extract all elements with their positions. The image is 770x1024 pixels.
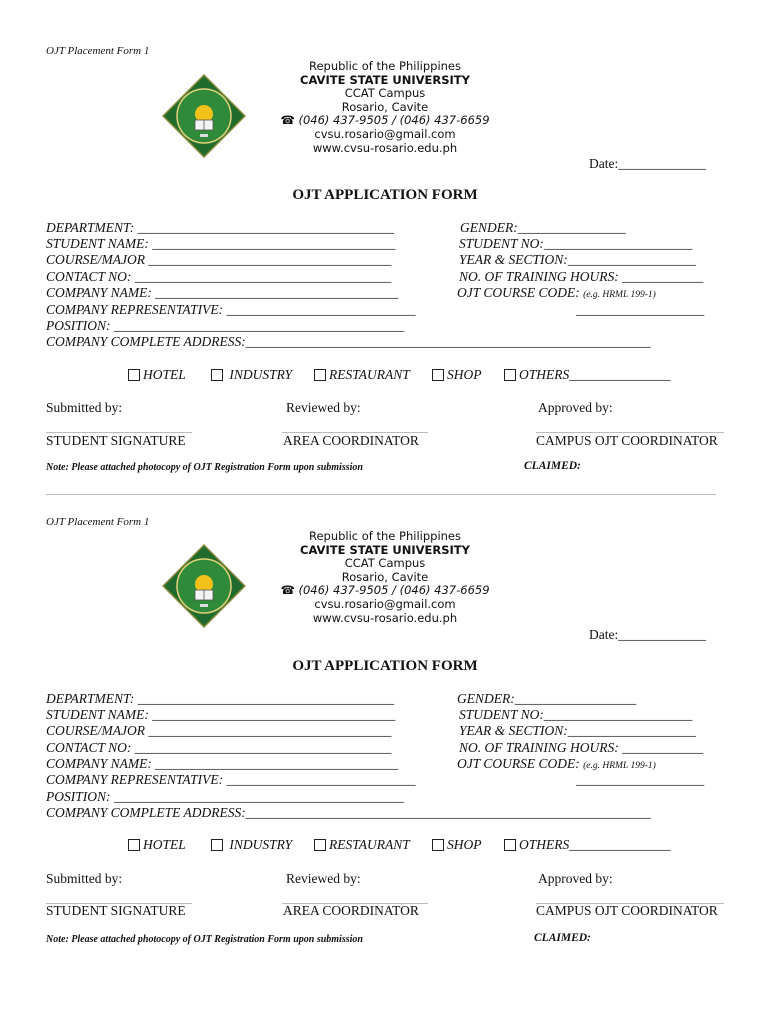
industry-option[interactable]: INDUSTRY xyxy=(211,367,292,383)
training-hours-field[interactable]: NO. OF TRAINING HOURS: ____________ xyxy=(459,269,704,284)
date-field[interactable]: Date:_____________ xyxy=(589,156,706,171)
shop-option[interactable]: SHOP xyxy=(432,837,482,853)
student-no-field[interactable]: STUDENT NO:______________________ xyxy=(459,236,693,251)
student-signature-label: STUDENT SIGNATURE xyxy=(46,903,186,918)
letterhead xyxy=(255,530,515,625)
course-major-field[interactable]: COURSE/MAJOR ____________________________________ xyxy=(46,252,392,267)
restaurant-checkbox[interactable] xyxy=(314,839,326,851)
phone-numbers: (046) 437-9505 / (046) 437-6659 xyxy=(298,583,490,598)
republic-text: Republic of the Philippines xyxy=(308,59,462,73)
course-code-line[interactable]: ___________________ xyxy=(576,302,705,317)
submitted-by-label: Submitted by: xyxy=(46,400,123,415)
website-text: www.cvsu-rosario.edu.ph xyxy=(312,610,458,625)
company-name-field[interactable]: COMPANY NAME: ____________________________________ xyxy=(46,285,399,300)
student-name-field[interactable]: STUDENT NAME: ____________________________________ xyxy=(46,707,396,722)
student-name-field[interactable]: STUDENT NAME: ____________________________________ xyxy=(46,236,396,251)
position-field[interactable]: POSITION: ___________________________________________ xyxy=(46,789,405,804)
contact-no-field[interactable]: CONTACT NO: ______________________________________ xyxy=(46,740,392,755)
reviewed-by-label: Reviewed by: xyxy=(286,871,361,886)
form-label: OJT Placement Form 1 xyxy=(46,516,150,528)
university-name: CAVITE STATE UNIVERSITY xyxy=(300,72,470,87)
restaurant-option[interactable]: RESTAURANT xyxy=(314,367,410,383)
note-text: Note: Please attached photocopy of OJT Registration Form upon submission xyxy=(46,462,363,473)
restaurant-checkbox[interactable] xyxy=(314,369,326,381)
student-no-field[interactable]: STUDENT NO:______________________ xyxy=(459,707,693,722)
course-major-field[interactable]: COURSE/MAJOR ____________________________________ xyxy=(46,723,392,738)
area-coordinator-label: AREA COORDINATOR xyxy=(283,433,419,448)
gender-field[interactable]: GENDER:________________ xyxy=(460,220,626,235)
hotel-checkbox[interactable] xyxy=(128,369,140,381)
industry-checkbox[interactable] xyxy=(211,369,223,381)
course-code-line[interactable]: ___________________ xyxy=(576,772,705,787)
submitted-by-label: Submitted by: xyxy=(46,871,123,886)
approved-by-label: Approved by: xyxy=(538,400,613,415)
reviewed-by-label: Reviewed by: xyxy=(286,400,361,415)
shop-checkbox[interactable] xyxy=(432,839,444,851)
company-address-field[interactable]: COMPANY COMPLETE ADDRESS:____________________________________________________________ xyxy=(46,334,651,349)
company-name-field[interactable]: COMPANY NAME: ____________________________________ xyxy=(46,756,399,771)
industry-option[interactable]: INDUSTRY xyxy=(211,837,292,853)
gender-field[interactable]: GENDER:__________________ xyxy=(457,691,637,706)
location-text: Rosario, Cavite xyxy=(341,99,429,114)
form-title: OJT APPLICATION FORM xyxy=(292,658,478,674)
date-field[interactable]: Date:_____________ xyxy=(589,627,706,642)
university-seal-icon xyxy=(162,544,246,628)
course-code-field[interactable]: OJT COURSE CODE: (e.g. HRML 199-1) xyxy=(457,756,656,771)
area-coordinator-label: AREA COORDINATOR xyxy=(283,903,419,918)
location-text: Rosario, Cavite xyxy=(341,569,429,584)
campus-coordinator-label: CAMPUS OJT COORDINATOR xyxy=(536,903,718,918)
campus-text: CCAT Campus xyxy=(344,556,426,571)
republic-text: Republic of the Philippines xyxy=(308,529,462,543)
shop-checkbox[interactable] xyxy=(432,369,444,381)
phone-icon: ☎ xyxy=(280,113,299,128)
course-code-field[interactable]: OJT COURSE CODE: (e.g. HRML 199-1) xyxy=(457,285,656,300)
others-option[interactable]: OTHERS_______________ xyxy=(504,367,671,383)
hotel-option[interactable]: HOTEL xyxy=(128,367,186,383)
email-text: cvsu.rosario@gmail.com xyxy=(314,126,456,141)
claimed-label: CLAIMED: xyxy=(534,932,591,944)
others-checkbox[interactable] xyxy=(504,369,516,381)
note-text: Note: Please attached photocopy of OJT Registration Form upon submission xyxy=(46,934,363,945)
department-field[interactable]: DEPARTMENT: ______________________________________ xyxy=(46,691,395,706)
ojt-form-bottom xyxy=(0,470,770,945)
training-hours-field[interactable]: NO. OF TRAINING HOURS: ____________ xyxy=(459,740,704,755)
others-option[interactable]: OTHERS_______________ xyxy=(504,837,671,853)
phone-numbers: (046) 437-9505 / (046) 437-6659 xyxy=(298,113,490,128)
industry-checkbox[interactable] xyxy=(211,839,223,851)
website-text: www.cvsu-rosario.edu.ph xyxy=(312,140,458,155)
hotel-checkbox[interactable] xyxy=(128,839,140,851)
others-checkbox[interactable] xyxy=(504,839,516,851)
campus-text: CCAT Campus xyxy=(344,86,426,101)
student-signature-label: STUDENT SIGNATURE xyxy=(46,433,186,448)
position-field[interactable]: POSITION: ___________________________________________ xyxy=(46,318,405,333)
university-name: CAVITE STATE UNIVERSITY xyxy=(300,542,470,557)
course-code-example: (e.g. HRML 199-1) xyxy=(583,761,656,771)
phone-icon: ☎ xyxy=(280,583,299,598)
year-section-field[interactable]: YEAR & SECTION:___________________ xyxy=(459,252,697,267)
email-text: cvsu.rosario@gmail.com xyxy=(314,596,456,611)
approved-by-label: Approved by: xyxy=(538,871,613,886)
form-title: OJT APPLICATION FORM xyxy=(292,187,478,203)
contact-no-field[interactable]: CONTACT NO: ______________________________________ xyxy=(46,269,392,284)
company-representative-field[interactable]: COMPANY REPRESENTATIVE: ____________________________ xyxy=(46,772,416,787)
course-code-example: (e.g. HRML 199-1) xyxy=(583,290,656,300)
letterhead xyxy=(255,60,515,155)
year-section-field[interactable]: YEAR & SECTION:___________________ xyxy=(459,723,697,738)
hotel-option[interactable]: HOTEL xyxy=(128,837,186,853)
restaurant-option[interactable]: RESTAURANT xyxy=(314,837,410,853)
form-label: OJT Placement Form 1 xyxy=(46,45,150,57)
claimed-label: CLAIMED: xyxy=(524,460,581,472)
department-field[interactable]: DEPARTMENT: ______________________________________ xyxy=(46,220,395,235)
shop-option[interactable]: SHOP xyxy=(432,367,482,383)
ojt-form-top xyxy=(0,0,770,473)
campus-coordinator-label: CAMPUS OJT COORDINATOR xyxy=(536,433,718,448)
company-address-field[interactable]: COMPANY COMPLETE ADDRESS:____________________________________________________________ xyxy=(46,805,651,820)
company-representative-field[interactable]: COMPANY REPRESENTATIVE: ____________________________ xyxy=(46,302,416,317)
university-seal-icon xyxy=(162,74,246,158)
